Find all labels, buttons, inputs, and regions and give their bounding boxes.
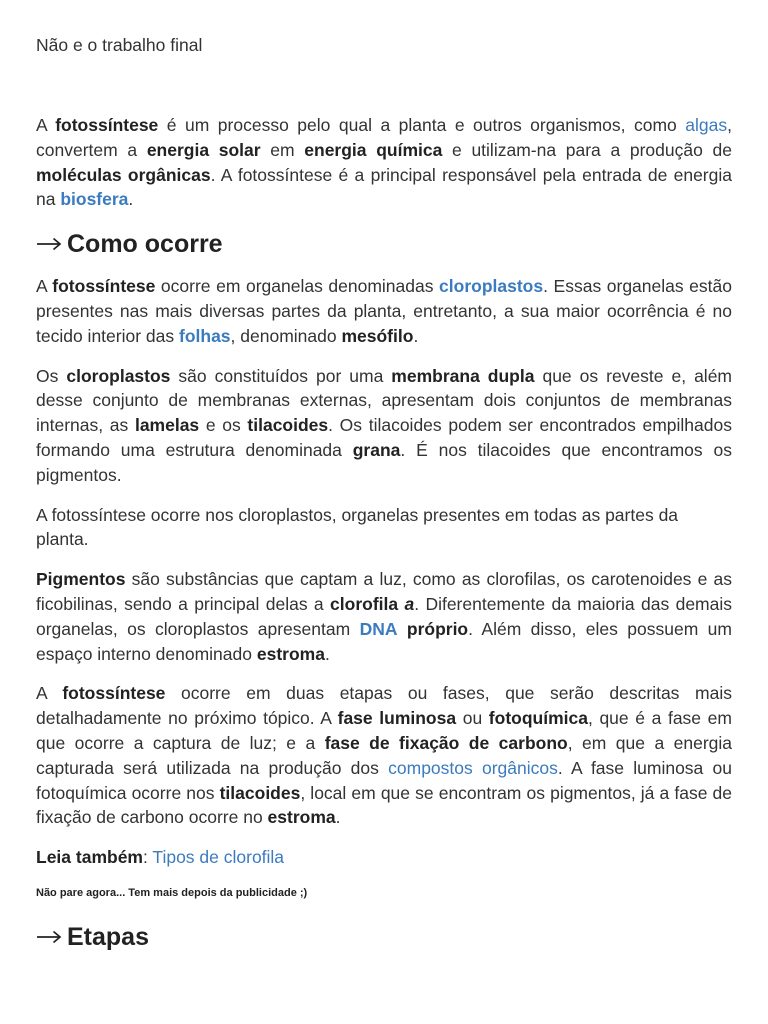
bold-term: fotossíntese bbox=[62, 683, 166, 704]
text-run: e os bbox=[199, 415, 248, 436]
inline-link[interactable]: algas bbox=[685, 115, 728, 135]
text-run: , convertem a bbox=[36, 115, 732, 160]
text-run: , que é a fase em que ocorre a captura de luz; e a bbox=[36, 708, 732, 753]
bold-term: fotoquímica bbox=[488, 708, 588, 729]
section-heading-como-ocorre bbox=[36, 228, 732, 260]
paragraph bbox=[36, 681, 732, 830]
text-run: Os bbox=[36, 365, 67, 386]
text-run: A fotossíntese ocorre nos cloroplastos, organelas presentes em todas as partes da planta. bbox=[36, 504, 679, 550]
text-run: , local em que se encontram os pigmentos, já a fase de fixação de carbono ocorre no bbox=[36, 782, 732, 828]
text-run: e utilizam-na para a produção de bbox=[442, 139, 732, 160]
bold-term: mesófilo bbox=[341, 325, 414, 346]
text-run bbox=[397, 619, 406, 639]
text-run: são substâncias que captam a luz, como as clorofilas, os carotenoides e as ficobilinas, sendo a principal delas a bbox=[36, 569, 732, 614]
text-run: . bbox=[335, 807, 341, 828]
bold-term: tilacoides bbox=[247, 415, 329, 436]
inline-link[interactable]: biosfera bbox=[60, 189, 129, 210]
text-run: é um processo pelo qual a planta e outros organismos, como bbox=[158, 115, 686, 135]
bold-term: energia solar bbox=[146, 139, 261, 160]
arrow-right-icon bbox=[36, 921, 62, 953]
paragraph bbox=[36, 567, 732, 666]
inline-link[interactable]: DNA bbox=[359, 618, 398, 639]
inline-link[interactable]: cloroplastos bbox=[439, 276, 544, 297]
text-run: . bbox=[413, 325, 419, 346]
read-also-link[interactable]: Tipos de clorofila bbox=[152, 847, 285, 868]
paragraph bbox=[36, 274, 732, 348]
text-run: ou bbox=[456, 708, 489, 729]
text-run: . Além disso, eles possuem um espaço interno denominado bbox=[36, 618, 732, 664]
bold-term: tilacoides bbox=[219, 782, 301, 803]
text-run: ocorre em duas etapas ou fases, que serão descritas mais detalhadamente no próximo tópico. A bbox=[36, 683, 732, 729]
text-run: , em que a energia capturada será utilizada na produção dos bbox=[36, 732, 733, 778]
page-note: Não e o trabalho final bbox=[36, 35, 203, 55]
text-run: . bbox=[128, 189, 134, 210]
bold-term: grana bbox=[352, 439, 401, 460]
text-run: são constituídos por uma bbox=[170, 365, 392, 386]
ad-notice: Não pare agora... Tem mais depois da publicidade ;) bbox=[36, 886, 308, 899]
read-also bbox=[36, 845, 732, 870]
text-run: . A fotossíntese é a principal responsável pela entrada de energia na bbox=[36, 164, 732, 210]
bold-term: estroma bbox=[256, 643, 325, 664]
inline-link[interactable]: folhas bbox=[179, 325, 231, 346]
bold-term: cloroplastos bbox=[66, 365, 171, 386]
text-run: . É nos tilacoides que encontramos os pigmentos. bbox=[36, 439, 732, 485]
text-run: . A fase luminosa ou fotoquímica ocorre nos bbox=[36, 757, 732, 803]
text-run: . Os tilacoides podem ser encontrados empilhados formando uma estrutura denominada bbox=[36, 415, 732, 460]
bold-term: estroma bbox=[267, 807, 336, 828]
text-run: em bbox=[260, 139, 305, 160]
text-run: A bbox=[36, 276, 53, 297]
inline-link[interactable]: compostos orgânicos bbox=[388, 757, 558, 778]
bold-term: Pigmentos bbox=[36, 569, 126, 590]
text-run: A bbox=[36, 683, 63, 704]
bold-term: próprio bbox=[406, 618, 469, 639]
paragraph bbox=[36, 364, 732, 488]
bold-term: fase de fixação de carbono bbox=[324, 732, 568, 753]
bold-term: moléculas orgânicas bbox=[36, 164, 211, 185]
text-run: A bbox=[36, 115, 56, 135]
text-run: , denominado bbox=[230, 325, 342, 346]
arrow-right-icon bbox=[36, 228, 62, 260]
bold-term: fotossíntese bbox=[55, 115, 159, 135]
text-run: ocorre em organelas denominadas bbox=[155, 276, 440, 297]
bold-term: membrana dupla bbox=[391, 365, 535, 386]
bold-term: a bbox=[404, 593, 415, 614]
read-also-label: Leia também bbox=[36, 847, 143, 868]
bold-term: fase luminosa bbox=[337, 708, 457, 729]
bold-term: clorofila bbox=[330, 593, 399, 614]
intro-paragraph bbox=[36, 113, 732, 212]
bold-term: fotossíntese bbox=[52, 276, 156, 297]
text-run: . bbox=[324, 643, 330, 664]
text-run: . Diferentemente da maioria das demais organelas, os cloroplastos apresentam bbox=[36, 593, 732, 639]
section-title: Etapas bbox=[67, 922, 149, 951]
section-heading-etapas bbox=[36, 921, 732, 953]
text-run: que os reveste e, além desse conjunto de membranas externas, apresentam dois conjuntos de membranas internas, as bbox=[36, 365, 732, 436]
paragraph bbox=[36, 503, 732, 553]
bold-term: energia química bbox=[304, 139, 443, 160]
bold-term: lamelas bbox=[134, 415, 200, 436]
section-title: Como ocorre bbox=[67, 230, 223, 259]
text-run: . Essas organelas estão presentes nas mais diversas partes da planta, entretanto, a sua maior ocorrência é no tecido interior das bbox=[36, 276, 732, 346]
read-also-separator: : bbox=[142, 847, 148, 868]
